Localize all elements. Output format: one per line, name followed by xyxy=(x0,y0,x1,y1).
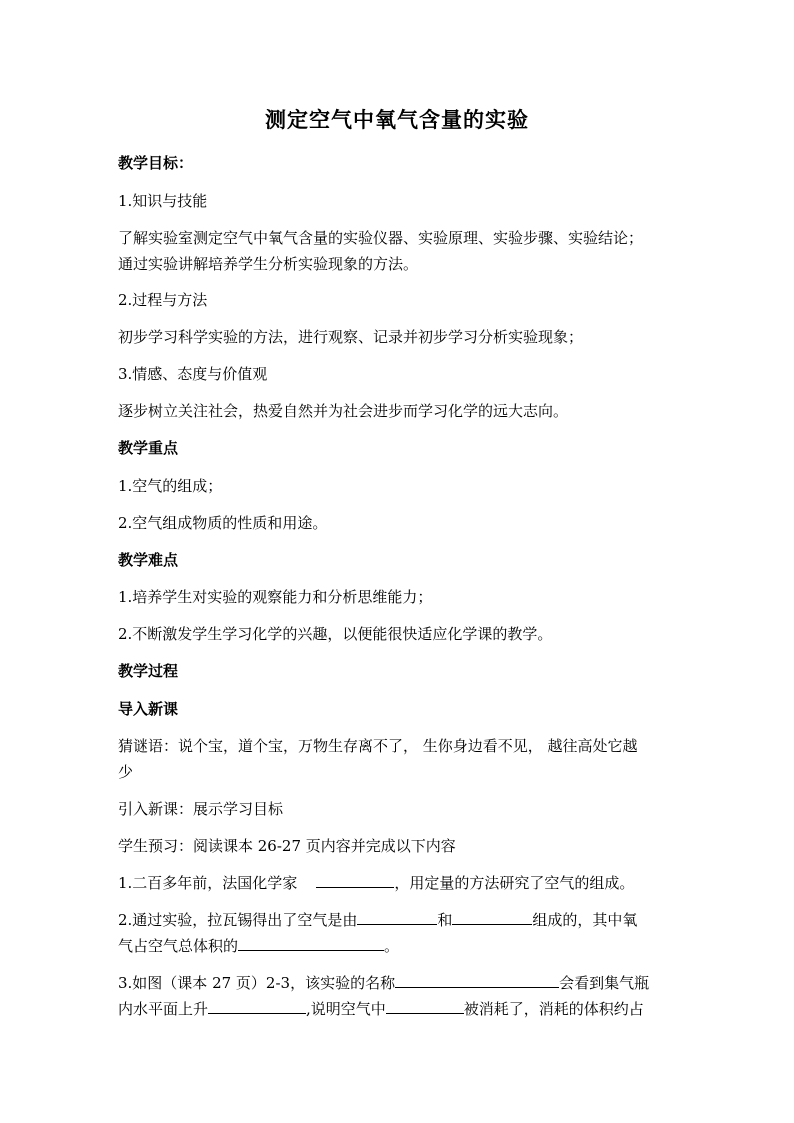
key-point-1: 1.空气的组成； xyxy=(118,477,223,495)
question-2-line-2 xyxy=(118,933,688,959)
key-points-heading: 教学重点 xyxy=(118,439,179,457)
question-1-part-b: ，用定量的方法研究了空气的组成。 xyxy=(394,874,635,892)
question-3-blank-3 xyxy=(386,997,464,1014)
question-2-part-a: 2.通过实验，拉瓦锡得出了空气是由 xyxy=(118,911,358,929)
question-3-part-d: ,说明空气中 xyxy=(306,1000,386,1018)
objective-1-line-2: 通过实验讲解培养学生分析实验现象的方法。 xyxy=(118,255,419,273)
question-3-part-a: 3.如图（课本 27 页）2-3，该实验的名称 xyxy=(118,974,396,992)
objective-2-text: 初步学习科学实验的方法，进行观察、记录并初步学习分析实验现象； xyxy=(118,328,584,346)
objective-3-title: 3.情感、态度与价值观 xyxy=(118,365,268,383)
difficulty-2: 2.不断激发学生学习化学的兴趣，以便能很快适应化学课的教学。 xyxy=(118,625,553,643)
question-2-line-1 xyxy=(118,907,688,933)
question-2-blank-2 xyxy=(452,908,532,925)
question-3-blank-1 xyxy=(395,971,559,988)
riddle-line-2: 少 xyxy=(118,763,134,781)
question-1-blank xyxy=(316,871,394,888)
objectives-heading: 教学目标： xyxy=(118,154,194,172)
question-3-part-b: 会看到集气瓶 xyxy=(559,974,650,992)
preview-text: 学生预习：阅读课本 26-27 页内容并完成以下内容 xyxy=(118,837,456,855)
objective-1-line-1: 了解实验室测定空气中氧气含量的实验仪器、实验原理、实验步骤、实验结论； xyxy=(118,229,644,247)
difficulties-heading: 教学难点 xyxy=(118,551,179,569)
question-3-line-1 xyxy=(118,970,688,996)
question-1-part-a: 1.二百多年前，法国化学家 xyxy=(118,874,298,892)
objective-1-title: 1.知识与技能 xyxy=(118,192,208,210)
question-2-part-e: 。 xyxy=(384,937,400,955)
question-2-part-d: 气占空气总体积的 xyxy=(118,937,239,955)
process-heading: 教学过程 xyxy=(118,662,179,680)
objective-2-title: 2.过程与方法 xyxy=(118,291,208,309)
difficulty-1: 1.培养学生对实验的观察能力和分析思维能力； xyxy=(118,588,433,606)
document-title: 测定空气中氧气含量的实验 xyxy=(265,107,529,132)
question-3-part-e: 被消耗了，消耗的体积约占 xyxy=(463,1000,644,1018)
question-2-part-c: 组成的，其中氧 xyxy=(532,911,638,929)
question-3-line-2 xyxy=(118,996,688,1022)
key-point-2: 2.空气组成物质的性质和用途。 xyxy=(118,514,328,532)
new-lesson-text: 引入新课：展示学习目标 xyxy=(118,800,284,818)
question-3-part-c: 内水平面上升 xyxy=(118,1000,209,1018)
objective-3-text: 逐步树立关注社会，热爱自然并为社会进步而学习化学的远大志向。 xyxy=(118,402,569,420)
question-2-blank-1 xyxy=(357,908,437,925)
question-1 xyxy=(118,870,688,896)
riddle-line-1: 猜谜语：说个宝，道个宝，万物生存离不了， 生你身边看不见， 越往高处它越 xyxy=(118,737,638,755)
question-3-blank-2 xyxy=(208,997,306,1014)
question-2-blank-3 xyxy=(238,934,384,951)
question-2-part-b: 和 xyxy=(437,911,453,929)
intro-heading: 导入新课 xyxy=(118,700,179,718)
